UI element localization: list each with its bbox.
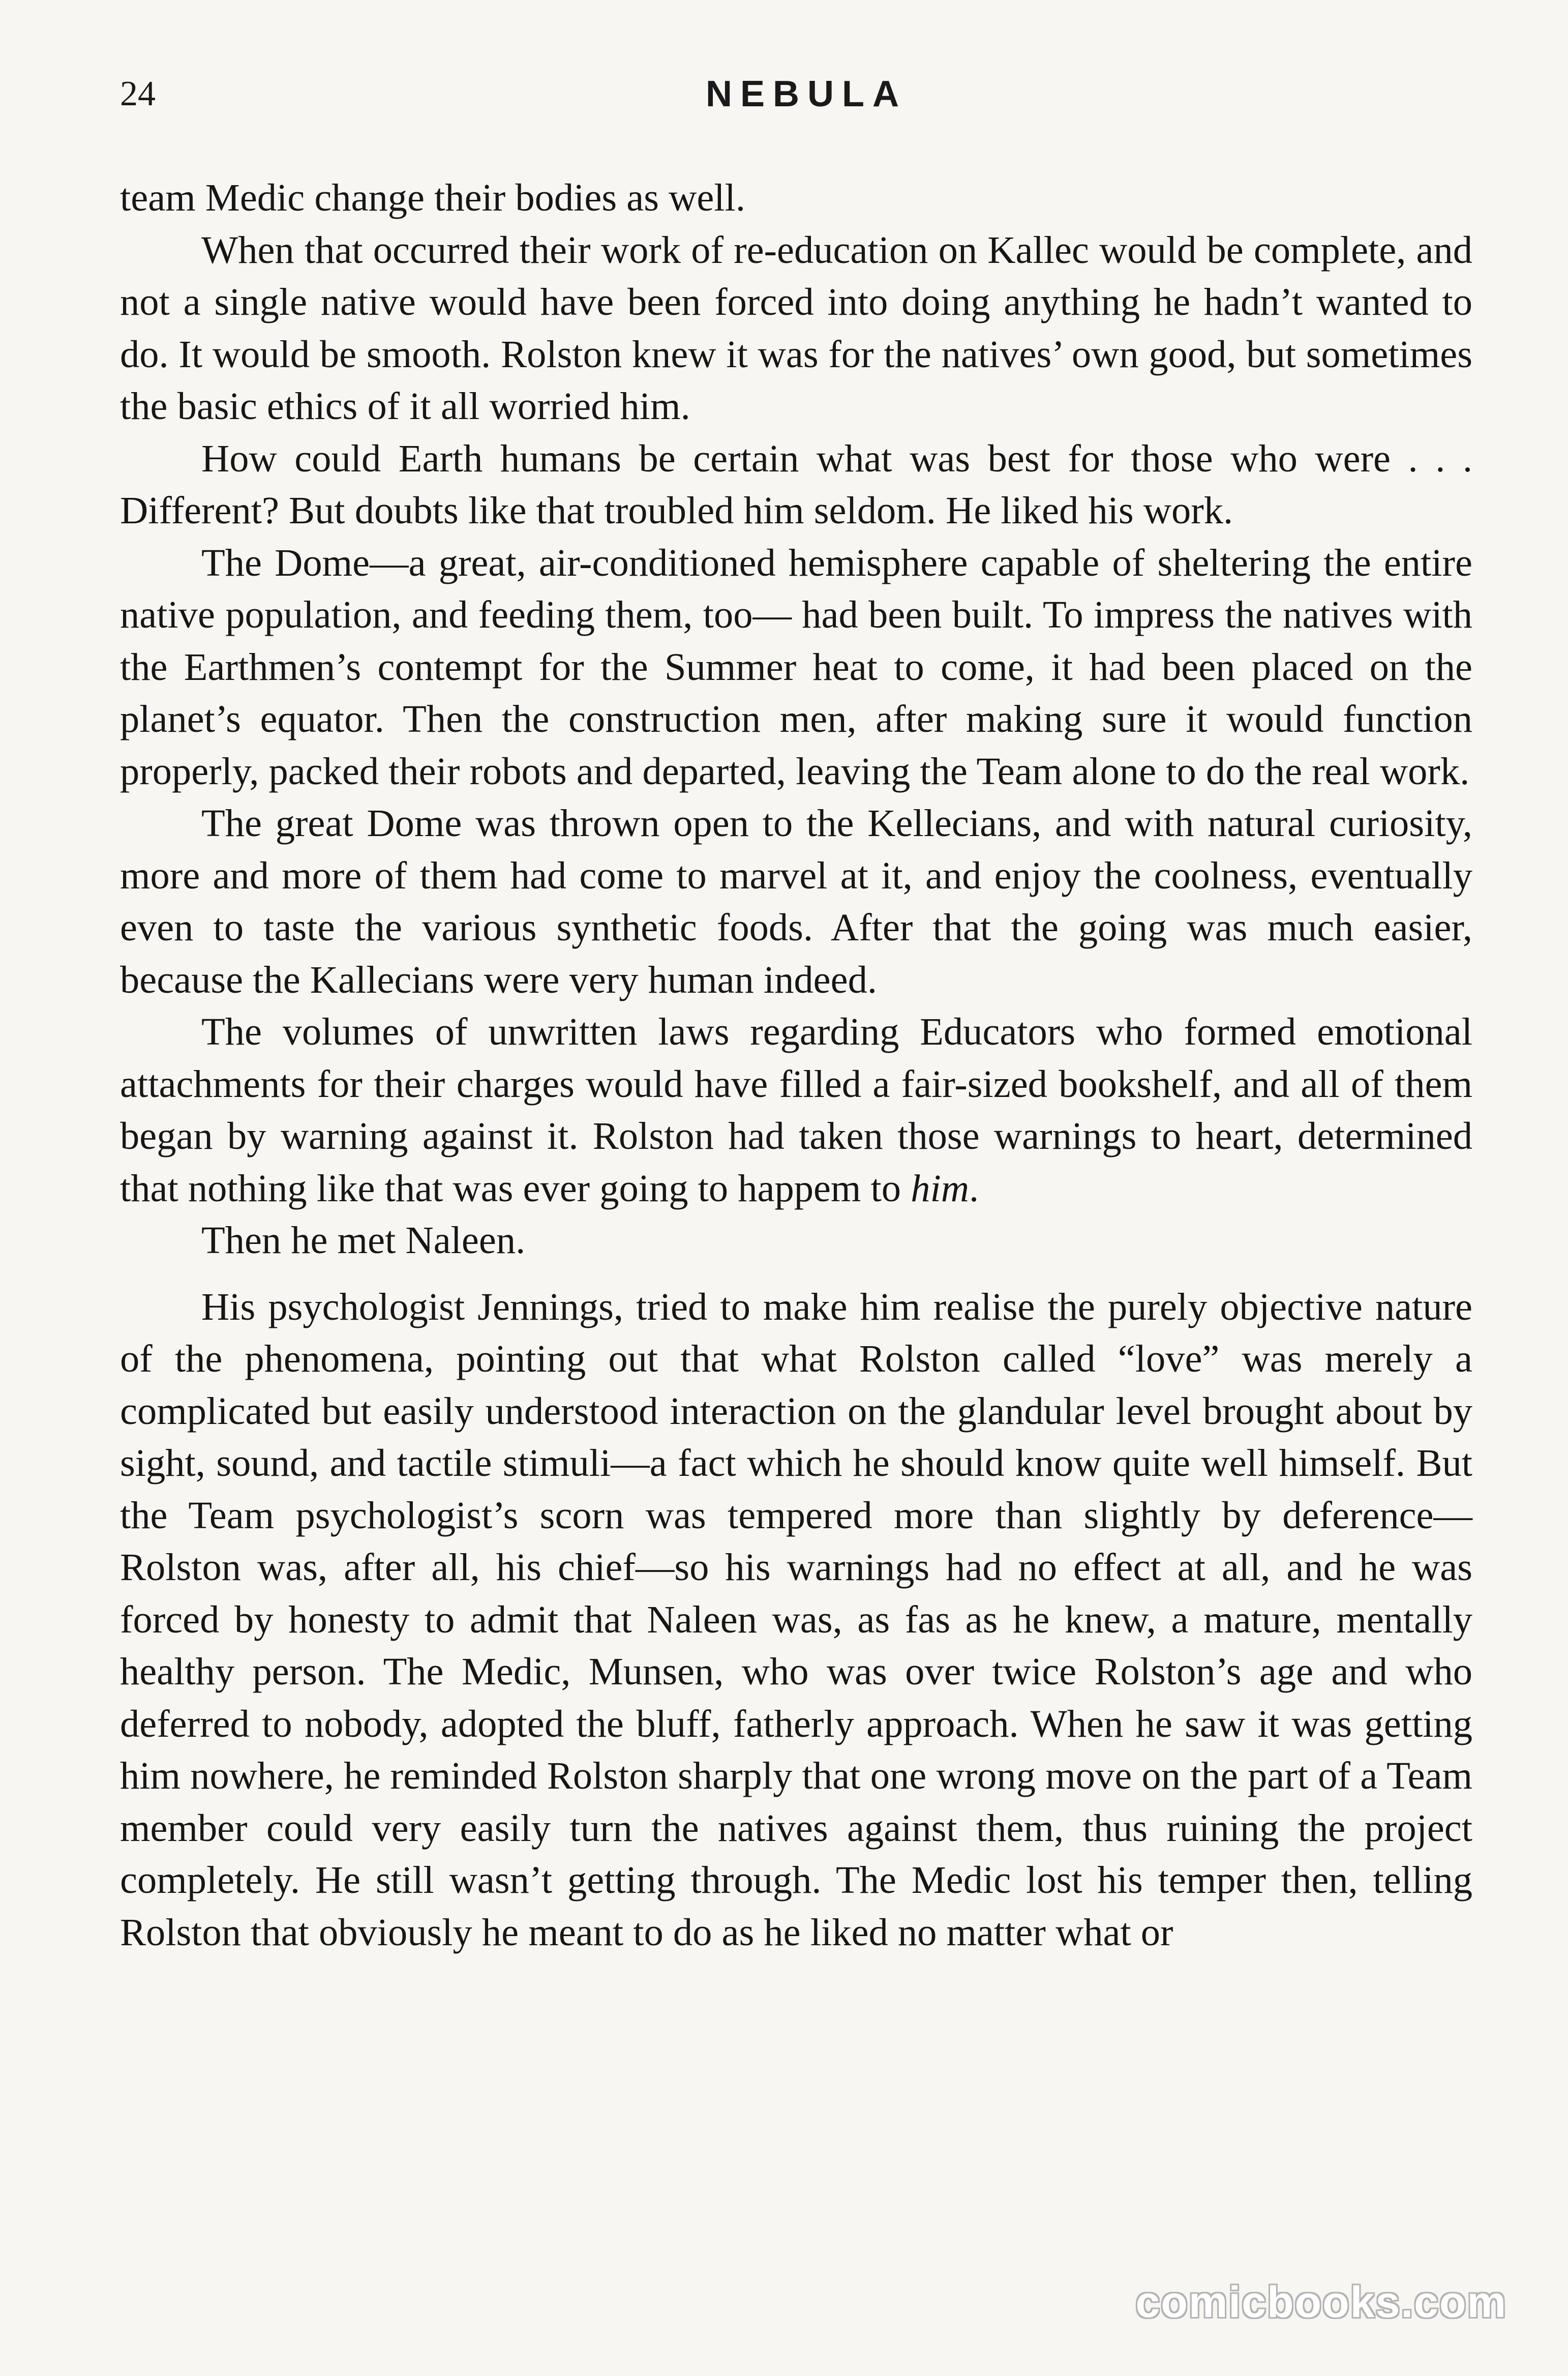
paragraph: When that occurred their work of re-education on Kallec would be complete, and not a single native would have been forced into doing anything he hadn’t wanted to do. It would be smooth. Rolston knew it was for the natives’ own good, but sometimes the basic ethics of it all worried him.: [120, 228, 1472, 428]
paragraph: Then he met Naleen.: [201, 1219, 526, 1262]
paragraph: [120, 1006, 1472, 1214]
page-number: 24: [120, 74, 156, 113]
italic-word: him: [911, 1166, 969, 1210]
body-text: [120, 172, 1472, 1958]
paragraph: The Dome—a great, air-conditioned hemisphere capable of sheltering the entire native population, and feeding them, too— had been built. To impress the natives with the Earthmen’s contempt for the Summer heat to come, it had been placed on the planet’s equator. Then the construction men, after making sure it would function properly, packed their robots and departed, leaving the Team alone to do the real work.: [120, 541, 1472, 793]
paragraph: His psychologist Jennings, tried to make him realise the purely objective nature of the phenomena, pointing out that what Rolston called “love” was merely a complicated but easily understood interaction on the glandular level brought about by sight, sound, and tactile stimuli—a fact which he should know quite well himself. But the Team psychologist’s scorn was tempered more than slightly by deference—Rolston was, after all, his chief—so his warnings had no effect at all, and he was forced by honesty to admit that Naleen was, as fas as he knew, a mature, mentally healthy person. The Medic, Munsen, who was over twice Rolston’s age and who deferred to nobody, adopted the bluff, fatherly approach. When he saw it was getting him nowhere, he reminded Rolston sharply that one wrong move on the part of a Team member could very easily turn the natives against them, thus ruining the project completely. He still wasn’t getting through. The Medic lost his temper then, telling Rolston that obviously he meant to do as he liked no matter what or: [120, 1285, 1472, 1954]
paragraph: The great Dome was thrown open to the Kellecians, and with natural curiosity, more and more of them had come to marvel at it, and enjoy the coolness, eventually even to taste the various synthetic foods. After that the going was much easier, because the Kallecians were very human indeed.: [120, 801, 1472, 1001]
paragraph: team Medic change their bodies as well.: [120, 176, 745, 219]
punctuation: .: [969, 1166, 979, 1210]
running-title: NEBULA: [706, 74, 907, 114]
paragraph-text: The volumes of unwritten laws regarding Educators who formed emotional attachments for their charges would have filled a fair-sized bookshelf, and all of them began by warning against it. Rolston had taken those warnings to heart, determined that nothing like that was ever going to happem to: [120, 1010, 1472, 1210]
watermark-logo: comicbooks.com: [1135, 2278, 1507, 2327]
page-header: [120, 66, 1472, 122]
paragraph: How could Earth humans be certain what was best for those who were . . . Different? But doubts like that troubled him seldom. He liked his work.: [120, 436, 1472, 532]
